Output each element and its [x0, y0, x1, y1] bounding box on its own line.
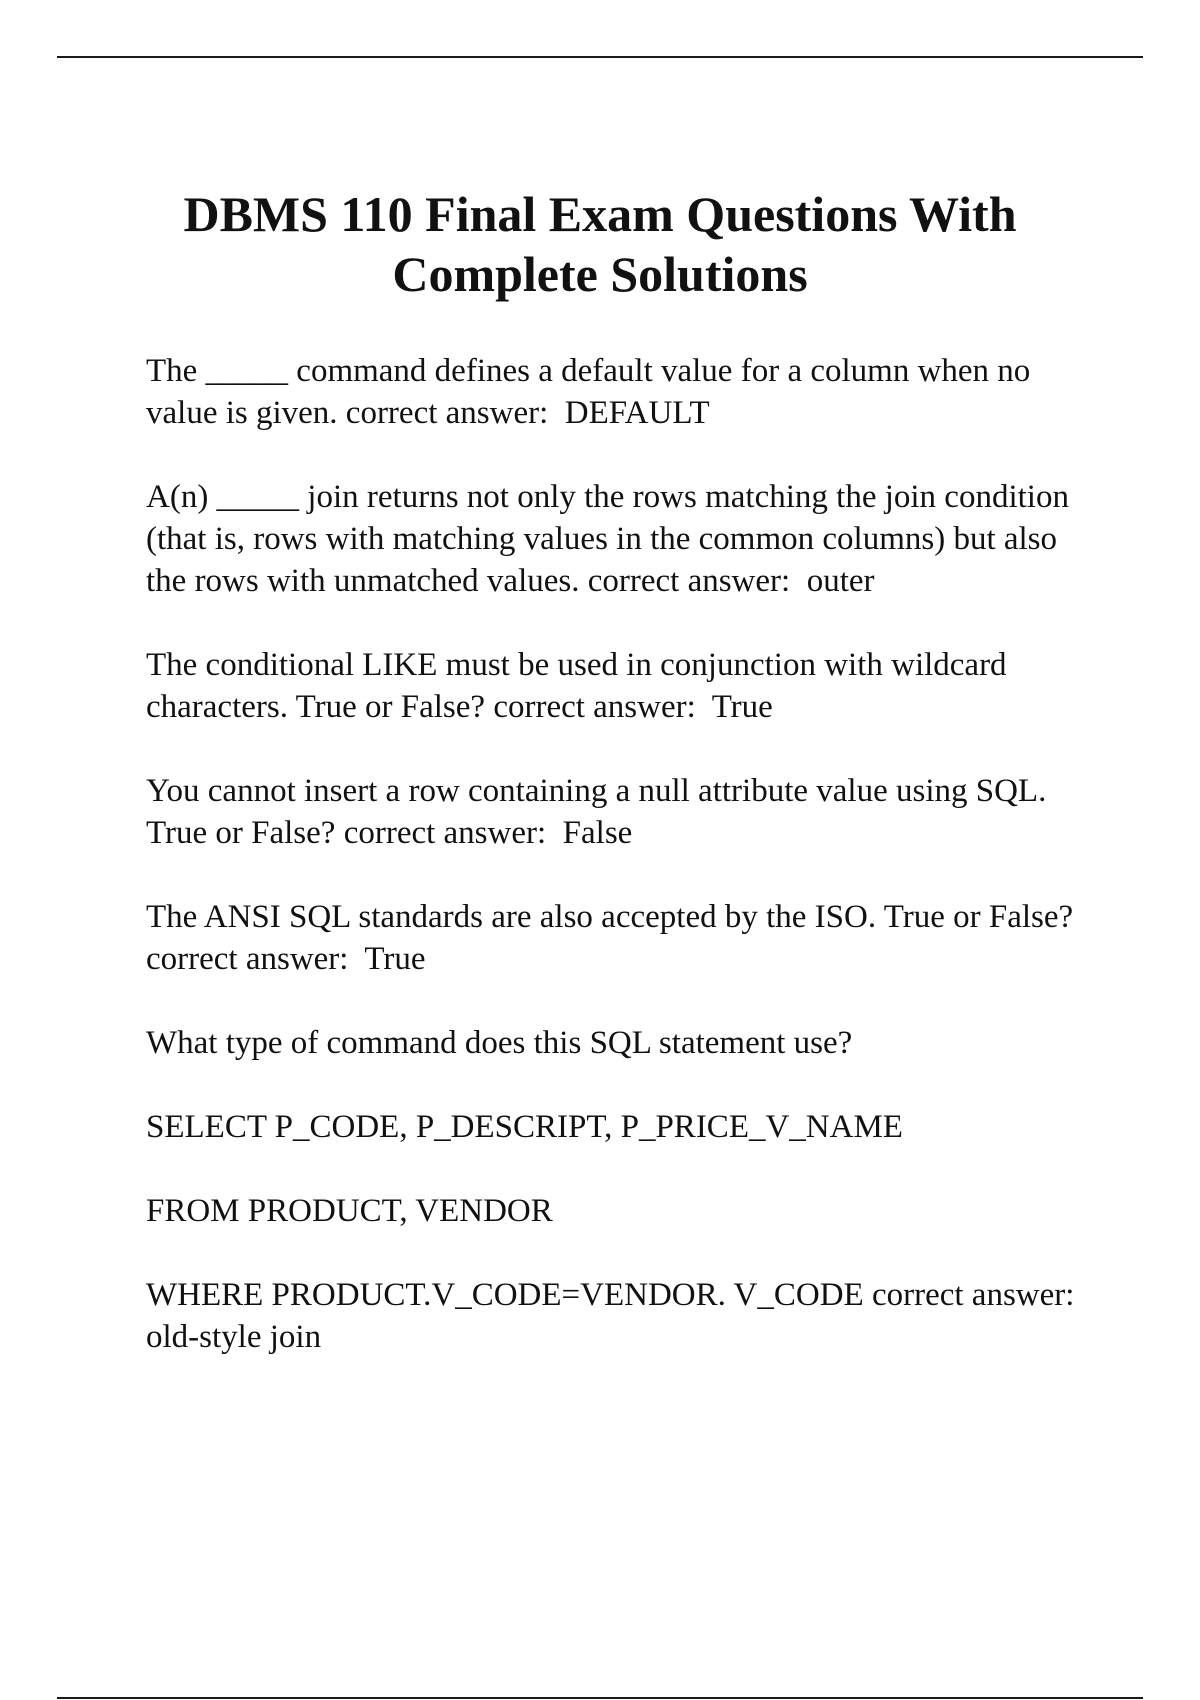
qa-item: [146, 476, 1086, 602]
answer-text: outer: [806, 563, 875, 599]
page-title: [100, 184, 1100, 304]
answer-text: old-style join: [146, 1319, 322, 1355]
question-text: You cannot insert a row containing a null attribute value using SQL. True or False?: [146, 773, 1054, 851]
question-text: The ANSI SQL standards are also accepted by the ISO. True or False?: [146, 899, 1074, 935]
sql-text: FROM PRODUCT, VENDOR: [146, 1193, 553, 1229]
question-text: The _____ command defines a default value for a column when no value is given.: [146, 353, 1039, 431]
answer-text: DEFAULT: [564, 395, 710, 431]
answer-text: True: [711, 689, 773, 725]
answer-label: correct answer:: [335, 815, 563, 851]
sql-line-select: [146, 1106, 1086, 1148]
question-text: What type of command does this SQL statement use?: [146, 1025, 853, 1061]
answer-label: correct answer:: [146, 899, 1082, 977]
qa-list: [146, 350, 1091, 1400]
sql-line-where: [146, 1274, 1091, 1358]
answer-text: False: [562, 815, 633, 851]
sql-question-prompt: [146, 1022, 1086, 1064]
qa-item: [146, 896, 1086, 980]
title-line-1: DBMS 110 Final Exam Questions With: [183, 186, 1017, 242]
sql-line-from: [146, 1190, 1086, 1232]
question-text: The conditional LIKE must be used in conjunction with wildcard characters. True or False?: [146, 647, 1015, 725]
answer-label: correct answer:: [863, 1277, 1091, 1313]
answer-label: correct answer:: [579, 563, 807, 599]
qa-item: [146, 644, 1086, 728]
answer-label: correct answer:: [485, 689, 712, 725]
header-rule: [57, 56, 1143, 58]
qa-item: [146, 770, 1086, 854]
sql-text: WHERE PRODUCT.V_CODE=VENDOR. V_CODE: [146, 1277, 864, 1313]
question-text: A(n) _____ join returns not only the rows matching the join condition (that is, rows with matching values in the common columns) but also the rows with unmatched values.: [146, 479, 1078, 599]
qa-item: [146, 350, 1086, 434]
title-line-2: Complete Solutions: [392, 246, 808, 302]
sql-text: SELECT P_CODE, P_DESCRIPT, P_PRICE_V_NAME: [146, 1109, 903, 1145]
answer-label: correct answer:: [337, 395, 565, 431]
footer-rule: [57, 1697, 1143, 1699]
answer-text: True: [364, 941, 426, 977]
